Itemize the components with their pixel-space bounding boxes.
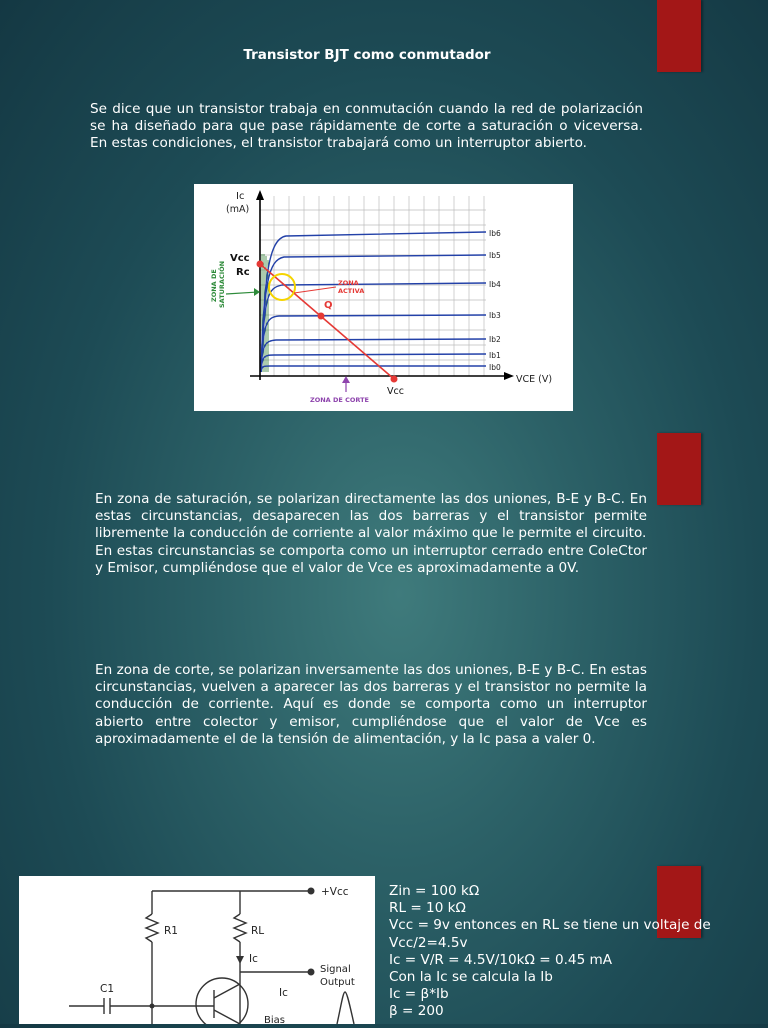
saturation-highlight	[269, 274, 295, 300]
vcc-terminal	[308, 888, 315, 895]
saturation-zone-label	[210, 261, 226, 308]
calc-line-vcc: Vcc = 9v entonces en RL se tiene un voltaje de	[389, 917, 711, 934]
q-point	[318, 313, 325, 320]
load-line	[260, 264, 394, 379]
rl-label: RL	[251, 925, 265, 937]
active-zone-label-1: ZONA	[338, 279, 359, 287]
ic-small-label: Ic	[279, 987, 288, 999]
curve-label-ib4: Ib4	[489, 280, 501, 289]
bias-label: Bias	[264, 1015, 285, 1024]
calc-line-zin: Zin = 100 kΩ	[389, 883, 480, 899]
base-junction	[150, 1004, 155, 1009]
y-axis-unit: (mA)	[226, 204, 250, 215]
circuit-figure	[19, 876, 375, 1024]
signal-output-label-1: Signal	[320, 964, 351, 975]
curve-label-ib2: Ib2	[489, 335, 501, 344]
q-label: Q	[324, 300, 333, 311]
vcc-label: +Vcc	[321, 886, 349, 898]
output-terminal	[308, 969, 315, 976]
vcc-x-point	[391, 376, 398, 383]
characteristic-curves-graph	[194, 184, 573, 411]
active-zone-label-2: ACTIVA	[338, 287, 365, 295]
curve-label-ib5: Ib5	[489, 251, 501, 260]
y-axis-label: Ic	[236, 191, 245, 202]
calculation-block	[389, 883, 711, 1021]
vcc-y-label: Vcc	[230, 253, 250, 264]
curve-label-ib0: Ib0	[489, 363, 501, 372]
saturation-zone-label-1: ZONA DE	[210, 269, 218, 302]
vcc-x-label: Vcc	[387, 386, 404, 397]
circuit-diagram	[19, 876, 375, 1024]
vcc-rc-point	[257, 261, 264, 268]
cutoff-zone-label: ZONA DE CORTE	[310, 396, 369, 404]
saturation-zone-arrowhead	[254, 288, 260, 296]
saturation-paragraph-1: En zona de saturación, se polarizan directamente las dos uniones, B-E y B-C. En estas circunstancias, desaparecen las dos barreras y el transistor permite libremente la conducción de corriente al valor máximo que le permite el circuito.	[95, 491, 647, 542]
curve-label-ib3: Ib3	[489, 311, 501, 320]
ic-label: Ic	[249, 953, 258, 965]
characteristic-curves-figure	[194, 184, 573, 411]
signal-output-label-2: Output	[320, 977, 355, 988]
cutoff-zone-arrowhead	[342, 376, 350, 383]
curve-label-ib1: Ib1	[489, 351, 501, 360]
intro-paragraph: Se dice que un transistor trabaja en conmutación cuando la red de polarización se ha diseñado para que pase rápidamente de corte a saturación o viceversa. En estas condiciones, el transistor trabajará como un interruptor abierto.	[90, 101, 643, 152]
active-zone-arrow	[294, 287, 336, 293]
cutoff-paragraph: En zona de corte, se polarizan inversamente las dos uniones, B-E y B-C. En estas circunstancias, vuelven a aparecer las dos barreras y el transistor no permite la conducción de corriente. Aquí es donde se comporta como un interruptor abierto entre colector y emisor, cumpliéndose que el valor de Vce es aproximadamente el de la tensión de alimentación, y la Ic pasa a valer 0.	[95, 662, 647, 747]
c1-label: C1	[100, 983, 115, 995]
calc-line-ic: Ic = V/R = 4.5V/10kΩ = 0.45 mA	[389, 951, 613, 968]
saturation-paragraph	[95, 491, 647, 577]
rc-label: Rc	[236, 267, 250, 278]
circuit-wires	[69, 891, 354, 1024]
page-title: Transistor BJT como conmutador	[243, 47, 491, 63]
calc-line-vcc-half: Vcc/2=4.5v	[389, 934, 468, 951]
curve-label-ib6: Ib6	[489, 229, 501, 238]
ib-curves	[261, 232, 486, 372]
calc-line-rl: RL = 10 kΩ	[389, 900, 466, 917]
calc-line-ic-beta: Ic = β*Ib	[389, 986, 449, 1003]
calc-line-ib-note: Con la Ic se calcula la Ib	[389, 969, 553, 986]
x-axis-label: VCE (V)	[516, 374, 553, 385]
saturation-zone-label-2: SATURACIÓN	[218, 260, 226, 308]
saturation-paragraph-2: En estas circunstancias se comporta como un interruptor cerrado entre ColeCtor y Emisor, cumpliéndose que el valor de Vce es aproximadamente a 0V.	[95, 542, 647, 576]
r1-label: R1	[164, 925, 178, 937]
accent-bar-middle	[657, 433, 701, 505]
saturation-zone-arrow	[226, 292, 258, 294]
graph-grid	[260, 196, 486, 376]
ic-arrowhead	[236, 956, 244, 964]
calc-line-beta: β = 200	[389, 1003, 444, 1020]
